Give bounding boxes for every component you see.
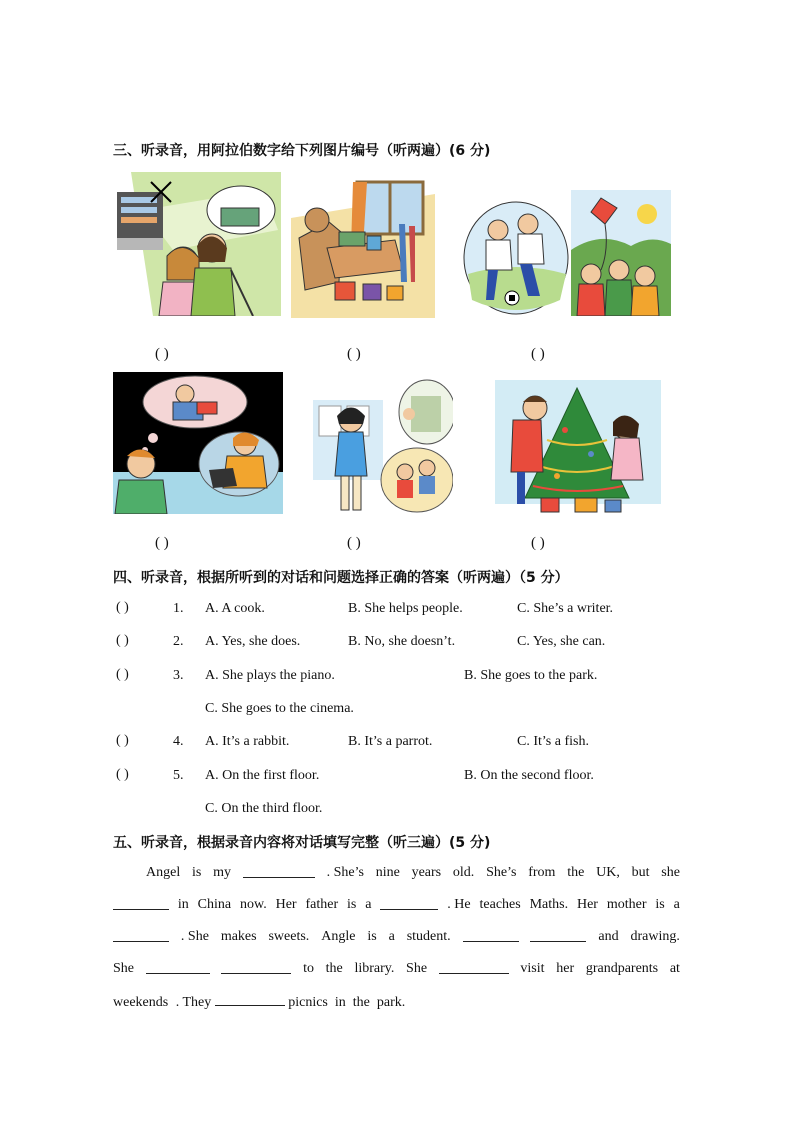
question-number: 3. [173, 668, 184, 683]
option-c[interactable]: C. Yes, she can. [517, 634, 606, 649]
answer-paren[interactable]: ( ) [155, 346, 169, 362]
word: a [673, 897, 680, 912]
picture-kids-kite [571, 190, 671, 316]
picture-boy-thinking-laptop [113, 372, 283, 514]
word: student. [406, 929, 451, 944]
picture-boys-football [462, 200, 570, 316]
word: . She’s [326, 865, 364, 880]
passage-line [113, 961, 680, 977]
answer-paren[interactable]: ( ) [347, 346, 361, 362]
question-paren[interactable]: ( ) [116, 733, 129, 748]
word: Her [576, 897, 598, 912]
option-b[interactable]: B. She helps people. [348, 601, 463, 616]
option-c[interactable]: C. It’s a fish. [517, 734, 589, 749]
option-b[interactable]: B. On the second floor. [464, 768, 594, 783]
word: a [388, 929, 395, 944]
question-paren[interactable]: ( ) [116, 600, 129, 615]
word: grandparents [585, 961, 659, 976]
option-c[interactable]: C. On the third floor. [205, 801, 323, 816]
word: is [347, 897, 357, 912]
option-a[interactable]: A. It’s a rabbit. [205, 734, 290, 749]
word: is [367, 929, 377, 944]
word: but [631, 865, 650, 880]
section-5-title: 五、听录音，根据录音内容将对话填写完整（听三遍）(5 分) [113, 835, 491, 851]
picture-classroom-bear [291, 178, 435, 318]
word: her [556, 961, 575, 976]
picture-station-friends [113, 170, 283, 316]
word: . She [180, 929, 209, 944]
option-a[interactable]: A. She plays the piano. [205, 668, 335, 683]
word: nine [375, 865, 400, 880]
picture-christmas-tree [495, 380, 661, 514]
word: now. [240, 897, 267, 912]
question-number: 5. [173, 768, 184, 783]
word: the [567, 865, 585, 880]
word: father [305, 897, 339, 912]
answer-paren[interactable]: ( ) [531, 346, 545, 362]
word: Maths. [529, 897, 569, 912]
word: and [598, 929, 619, 944]
word: visit [520, 961, 545, 976]
question-paren[interactable]: ( ) [116, 633, 129, 648]
option-b[interactable]: B. It’s a parrot. [348, 734, 433, 749]
word: to [303, 961, 314, 976]
word: the [325, 961, 343, 976]
word: a [365, 897, 372, 912]
fill-blank[interactable] [113, 897, 169, 910]
picture-girl-pointing [313, 376, 453, 514]
word: at [669, 961, 680, 976]
word: picnics [288, 995, 328, 1010]
word: weekends [113, 995, 169, 1010]
word: my [213, 865, 232, 880]
word: Angle [321, 929, 356, 944]
word: years [411, 865, 442, 880]
word: old. [452, 865, 475, 880]
word: drawing. [630, 929, 680, 944]
word: She [406, 961, 428, 976]
option-a[interactable]: A. A cook. [205, 601, 265, 616]
word: She [113, 961, 134, 976]
option-c[interactable]: C. She goes to the cinema. [205, 701, 354, 716]
question-number: 2. [173, 634, 184, 649]
word: She’s [486, 865, 517, 880]
option-c[interactable]: C. She’s a writer. [517, 601, 614, 616]
question-number: 1. [173, 601, 184, 616]
word: . They [175, 995, 212, 1010]
option-b[interactable]: B. No, she doesn’t. [348, 634, 456, 649]
word: is [655, 897, 665, 912]
fill-blank[interactable] [113, 929, 169, 942]
fill-blank[interactable] [380, 897, 438, 910]
fill-blank[interactable] [215, 993, 285, 1006]
option-a[interactable]: A. Yes, she does. [205, 634, 301, 649]
question-number: 4. [173, 734, 184, 749]
passage-line [113, 929, 680, 945]
word: in [177, 897, 189, 912]
answer-paren[interactable]: ( ) [531, 535, 545, 551]
fill-blank[interactable] [243, 865, 315, 878]
section-3-title: 三、听录音，用阿拉伯数字给下列图片编号（听两遍）(6 分) [113, 143, 491, 159]
passage-line [146, 865, 680, 881]
fill-blank[interactable] [530, 929, 586, 942]
fill-blank[interactable] [439, 961, 509, 974]
question-paren[interactable]: ( ) [116, 767, 129, 782]
passage-line [113, 897, 680, 913]
word: in [334, 995, 346, 1010]
answer-paren[interactable]: ( ) [155, 535, 169, 551]
word: sweets. [268, 929, 310, 944]
word: mother [606, 897, 647, 912]
passage-line [113, 993, 405, 1011]
fill-blank[interactable] [221, 961, 291, 974]
fill-blank[interactable] [463, 929, 519, 942]
word: from [528, 865, 556, 880]
word: . He [447, 897, 471, 912]
word: Her [275, 897, 297, 912]
word: park. [376, 995, 406, 1010]
word: China [197, 897, 232, 912]
option-a[interactable]: A. On the first floor. [205, 768, 320, 783]
answer-paren[interactable]: ( ) [347, 535, 361, 551]
word: UK, [596, 865, 620, 880]
section-4-title: 四、听录音，根据所听到的对话和问题选择正确的答案（听两遍）（5 分） [113, 570, 569, 586]
word: makes [220, 929, 257, 944]
word: the [352, 995, 370, 1010]
option-b[interactable]: B. She goes to the park. [464, 668, 598, 683]
word: Angel [146, 865, 181, 880]
fill-blank[interactable] [146, 961, 210, 974]
word: library. [354, 961, 395, 976]
word: is [192, 865, 202, 880]
word: she [661, 865, 680, 880]
word: teaches [479, 897, 521, 912]
question-paren[interactable]: ( ) [116, 667, 129, 682]
